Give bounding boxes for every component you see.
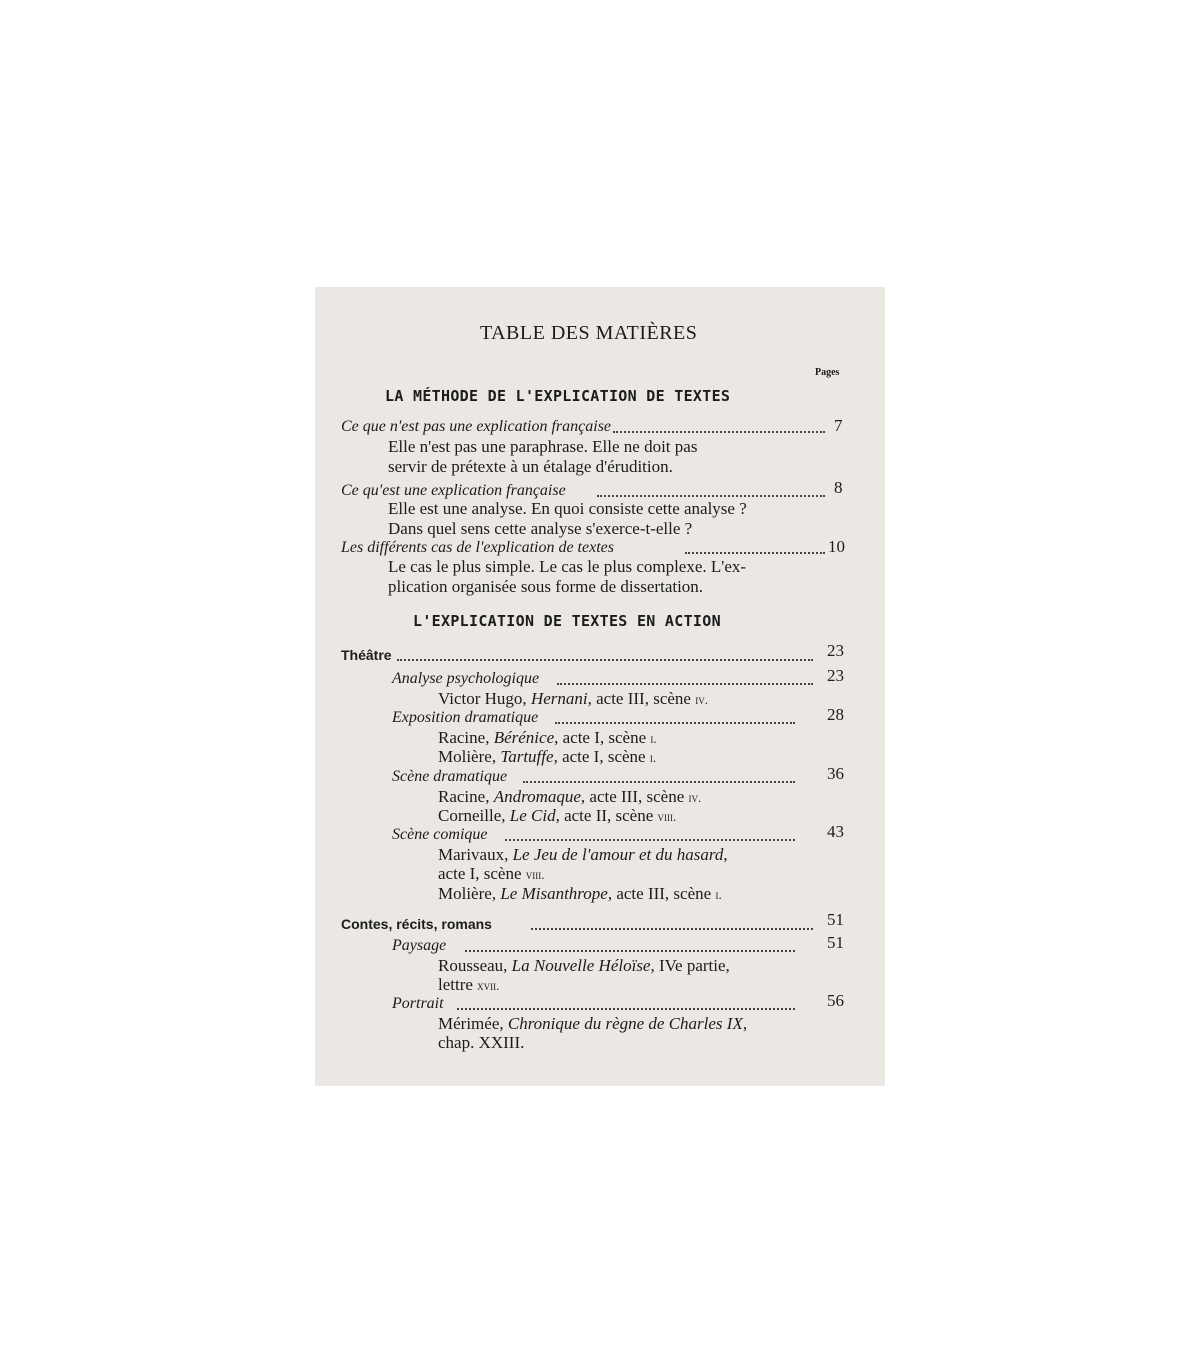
work-reference: Racine, Andromaque, acte III, scène iv. — [438, 787, 702, 806]
page-number: 23 — [827, 666, 844, 685]
page-number: 51 — [827, 933, 844, 952]
leader-dots — [531, 928, 813, 930]
work-reference: Rousseau, La Nouvelle Héloïse, IVe partie, — [438, 956, 730, 975]
page-number: 28 — [827, 705, 844, 724]
leader-dots — [457, 1008, 795, 1010]
work-reference: Marivaux, Le Jeu de l'amour et du hasard, — [438, 845, 728, 864]
page-number: 36 — [827, 764, 844, 783]
leader-dots — [397, 659, 813, 661]
entry-summary: plication organisée sous forme de dissertation. — [388, 577, 704, 596]
work-reference: Victor Hugo, Hernani, acte III, scène iv. — [438, 689, 708, 708]
leader-dots — [555, 722, 795, 724]
leader-dots — [597, 495, 825, 497]
page-number: 51 — [827, 910, 844, 929]
work-reference: Corneille, Le Cid, acte II, scène viii. — [438, 806, 677, 825]
subsection-title: Scène comique — [392, 826, 488, 843]
part1-heading: LA MÉTHODE DE L'EXPLICATION DE TEXTES — [385, 387, 731, 405]
entry-summary: Elle est une analyse. En quoi consiste cette analyse ? — [388, 499, 747, 518]
leader-dots — [613, 431, 825, 433]
work-reference: Molière, Tartuffe, acte I, scène i. — [438, 747, 657, 766]
section-theatre: Théâtre — [341, 647, 392, 663]
leader-dots — [505, 839, 795, 841]
part2-heading: L'EXPLICATION DE TEXTES EN ACTION — [413, 612, 721, 630]
leader-dots — [523, 781, 795, 783]
work-reference: acte I, scène viii. — [438, 864, 545, 883]
page-title: TABLE DES MATIÈRES — [480, 322, 698, 344]
page-number: 10 — [828, 537, 845, 556]
leader-dots — [557, 683, 813, 685]
entry-summary: Le cas le plus simple. Le cas le plus complexe. L'ex- — [388, 557, 747, 576]
page-number: 56 — [827, 991, 844, 1010]
subsection-title: Paysage — [392, 937, 447, 954]
subsection-title: Exposition dramatique — [392, 709, 539, 726]
leader-dots — [465, 950, 795, 952]
subsection-title: Portrait — [392, 995, 444, 1012]
page-number: 23 — [827, 641, 844, 660]
section-contes: Contes, récits, romans — [341, 916, 492, 932]
work-reference: Mérimée, Chronique du règne de Charles IX, — [438, 1014, 748, 1033]
work-reference: Racine, Bérénice, acte I, scène i. — [438, 728, 657, 747]
work-reference: lettre xvii. — [438, 975, 500, 994]
pages-column-label: Pages — [815, 367, 840, 378]
entry-summary: Dans quel sens cette analyse s'exerce-t-elle ? — [388, 519, 693, 538]
page-number: 8 — [834, 478, 843, 497]
work-reference: chap. XXIII. — [438, 1033, 525, 1052]
entry-title: Ce que n'est pas une explication française — [341, 418, 612, 435]
subsection-title: Analyse psychologique — [392, 670, 540, 687]
page-number: 43 — [827, 822, 844, 841]
entry-title: Les différents cas de l'explication de textes — [341, 539, 614, 556]
entry-summary: Elle n'est pas une paraphrase. Elle ne doit pas — [388, 437, 698, 456]
book-page — [315, 287, 885, 1086]
subsection-title: Scène dramatique — [392, 768, 508, 785]
leader-dots — [685, 552, 825, 554]
page-number: 7 — [834, 416, 843, 435]
entry-title: Ce qu'est une explication française — [341, 482, 566, 499]
entry-summary: servir de prétexte à un étalage d'érudition. — [388, 457, 673, 476]
work-reference: Molière, Le Misanthrope, acte III, scène i. — [438, 884, 722, 903]
